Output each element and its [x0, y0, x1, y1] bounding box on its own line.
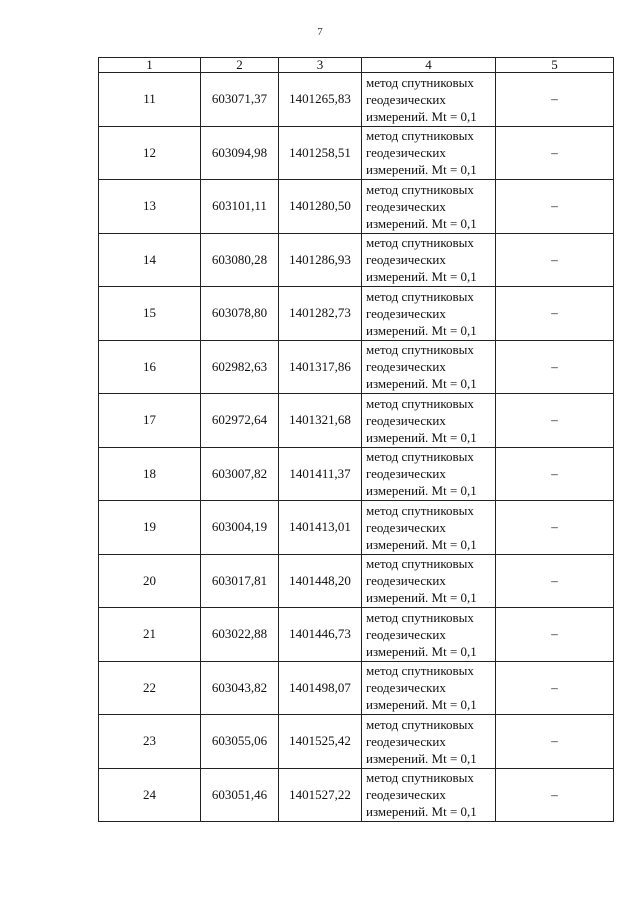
method-cell	[362, 608, 496, 662]
x-coordinate-cell: 603004,19	[201, 501, 279, 555]
table-row	[99, 287, 614, 341]
note-cell: –	[496, 715, 614, 769]
table-row	[99, 447, 614, 501]
method-cell	[362, 180, 496, 234]
method-line: метод спутниковых	[366, 502, 474, 518]
method-cell	[362, 661, 496, 715]
header-col-5: 5	[496, 58, 614, 73]
method-cell	[362, 715, 496, 769]
x-coordinate-cell: 603043,82	[201, 661, 279, 715]
method-line: геодезических	[366, 91, 446, 107]
method-line: измерений. Mt = 0,1	[366, 483, 477, 499]
table-body	[99, 73, 614, 822]
method-cell	[362, 768, 496, 822]
method-line: геодезических	[366, 787, 446, 803]
method-line: измерений. Mt = 0,1	[366, 215, 477, 231]
point-number-cell: 22	[99, 661, 201, 715]
table-row	[99, 233, 614, 287]
method-line: геодезических	[366, 305, 446, 321]
note-cell: –	[496, 233, 614, 287]
method-line: измерений. Mt = 0,1	[366, 108, 477, 124]
method-line: геодезических	[366, 412, 446, 428]
x-coordinate-cell: 603071,37	[201, 73, 279, 127]
coordinates-table	[98, 57, 614, 822]
method-line: метод спутниковых	[366, 395, 474, 411]
method-line: измерений. Mt = 0,1	[366, 536, 477, 552]
point-number-cell: 14	[99, 233, 201, 287]
table-row	[99, 768, 614, 822]
note-cell: –	[496, 501, 614, 555]
note-cell: –	[496, 73, 614, 127]
y-coordinate-cell: 1401321,68	[279, 394, 362, 448]
method-line: геодезических	[366, 198, 446, 214]
note-cell: –	[496, 661, 614, 715]
method-line: метод спутниковых	[366, 128, 474, 144]
method-cell	[362, 233, 496, 287]
method-line: измерений. Mt = 0,1	[366, 269, 477, 285]
method-line: метод спутниковых	[366, 609, 474, 625]
x-coordinate-cell: 603078,80	[201, 287, 279, 341]
method-line: метод спутниковых	[366, 181, 474, 197]
point-number-cell: 12	[99, 126, 201, 180]
y-coordinate-cell: 1401265,83	[279, 73, 362, 127]
page-number: 7	[317, 26, 323, 38]
method-line: измерений. Mt = 0,1	[366, 697, 477, 713]
point-number-cell: 11	[99, 73, 201, 127]
x-coordinate-cell: 603022,88	[201, 608, 279, 662]
y-coordinate-cell: 1401448,20	[279, 554, 362, 608]
method-line: измерений. Mt = 0,1	[366, 590, 477, 606]
method-line: геодезических	[366, 359, 446, 375]
y-coordinate-cell: 1401413,01	[279, 501, 362, 555]
note-cell: –	[496, 608, 614, 662]
x-coordinate-cell: 603094,98	[201, 126, 279, 180]
method-cell	[362, 554, 496, 608]
x-coordinate-cell: 603017,81	[201, 554, 279, 608]
point-number-cell: 13	[99, 180, 201, 234]
y-coordinate-cell: 1401527,22	[279, 768, 362, 822]
table-row	[99, 608, 614, 662]
point-number-cell: 17	[99, 394, 201, 448]
y-coordinate-cell: 1401498,07	[279, 661, 362, 715]
method-line: метод спутниковых	[366, 770, 474, 786]
method-line: измерений. Mt = 0,1	[366, 162, 477, 178]
note-cell: –	[496, 287, 614, 341]
method-cell	[362, 126, 496, 180]
method-line: геодезических	[366, 680, 446, 696]
x-coordinate-cell: 603007,82	[201, 447, 279, 501]
table-row	[99, 554, 614, 608]
table-row	[99, 180, 614, 234]
method-cell	[362, 501, 496, 555]
header-col-3: 3	[279, 58, 362, 73]
point-number-cell: 19	[99, 501, 201, 555]
note-cell: –	[496, 180, 614, 234]
method-line: геодезических	[366, 733, 446, 749]
x-coordinate-cell: 603080,28	[201, 233, 279, 287]
y-coordinate-cell: 1401280,50	[279, 180, 362, 234]
note-cell: –	[496, 768, 614, 822]
point-number-cell: 23	[99, 715, 201, 769]
y-coordinate-cell: 1401282,73	[279, 287, 362, 341]
point-number-cell: 18	[99, 447, 201, 501]
method-line: метод спутниковых	[366, 342, 474, 358]
table-row	[99, 126, 614, 180]
x-coordinate-cell: 603051,46	[201, 768, 279, 822]
method-cell	[362, 394, 496, 448]
y-coordinate-cell: 1401317,86	[279, 340, 362, 394]
point-number-cell: 21	[99, 608, 201, 662]
method-line: метод спутниковых	[366, 235, 474, 251]
method-line: измерений. Mt = 0,1	[366, 750, 477, 766]
method-line: измерений. Mt = 0,1	[366, 322, 477, 338]
method-line: измерений. Mt = 0,1	[366, 804, 477, 820]
note-cell: –	[496, 554, 614, 608]
method-line: геодезических	[366, 626, 446, 642]
y-coordinate-cell: 1401286,93	[279, 233, 362, 287]
method-cell	[362, 447, 496, 501]
y-coordinate-cell: 1401258,51	[279, 126, 362, 180]
method-line: измерений. Mt = 0,1	[366, 643, 477, 659]
header-col-2: 2	[201, 58, 279, 73]
y-coordinate-cell: 1401525,42	[279, 715, 362, 769]
method-line: метод спутниковых	[366, 556, 474, 572]
table-row	[99, 501, 614, 555]
y-coordinate-cell: 1401446,73	[279, 608, 362, 662]
method-cell	[362, 340, 496, 394]
method-line: геодезических	[366, 519, 446, 535]
header-row	[99, 58, 614, 73]
method-line: метод спутниковых	[366, 449, 474, 465]
table-header	[99, 58, 614, 73]
method-line: геодезических	[366, 466, 446, 482]
method-line: геодезических	[366, 145, 446, 161]
y-coordinate-cell: 1401411,37	[279, 447, 362, 501]
note-cell: –	[496, 447, 614, 501]
x-coordinate-cell: 603055,06	[201, 715, 279, 769]
point-number-cell: 24	[99, 768, 201, 822]
method-line: метод спутниковых	[366, 663, 474, 679]
note-cell: –	[496, 126, 614, 180]
x-coordinate-cell: 603101,11	[201, 180, 279, 234]
table-row	[99, 661, 614, 715]
table-row	[99, 73, 614, 127]
table-row	[99, 715, 614, 769]
table-row	[99, 394, 614, 448]
point-number-cell: 20	[99, 554, 201, 608]
point-number-cell: 16	[99, 340, 201, 394]
method-line: метод спутниковых	[366, 74, 474, 90]
note-cell: –	[496, 394, 614, 448]
note-cell: –	[496, 340, 614, 394]
method-cell	[362, 73, 496, 127]
method-line: измерений. Mt = 0,1	[366, 429, 477, 445]
point-number-cell: 15	[99, 287, 201, 341]
method-cell	[362, 287, 496, 341]
method-line: метод спутниковых	[366, 288, 474, 304]
method-line: измерений. Mt = 0,1	[366, 376, 477, 392]
method-line: метод спутниковых	[366, 716, 474, 732]
x-coordinate-cell: 602982,63	[201, 340, 279, 394]
header-col-4: 4	[362, 58, 496, 73]
table-row	[99, 340, 614, 394]
x-coordinate-cell: 602972,64	[201, 394, 279, 448]
method-line: геодезических	[366, 573, 446, 589]
header-col-1: 1	[99, 58, 201, 73]
method-line: геодезических	[366, 252, 446, 268]
